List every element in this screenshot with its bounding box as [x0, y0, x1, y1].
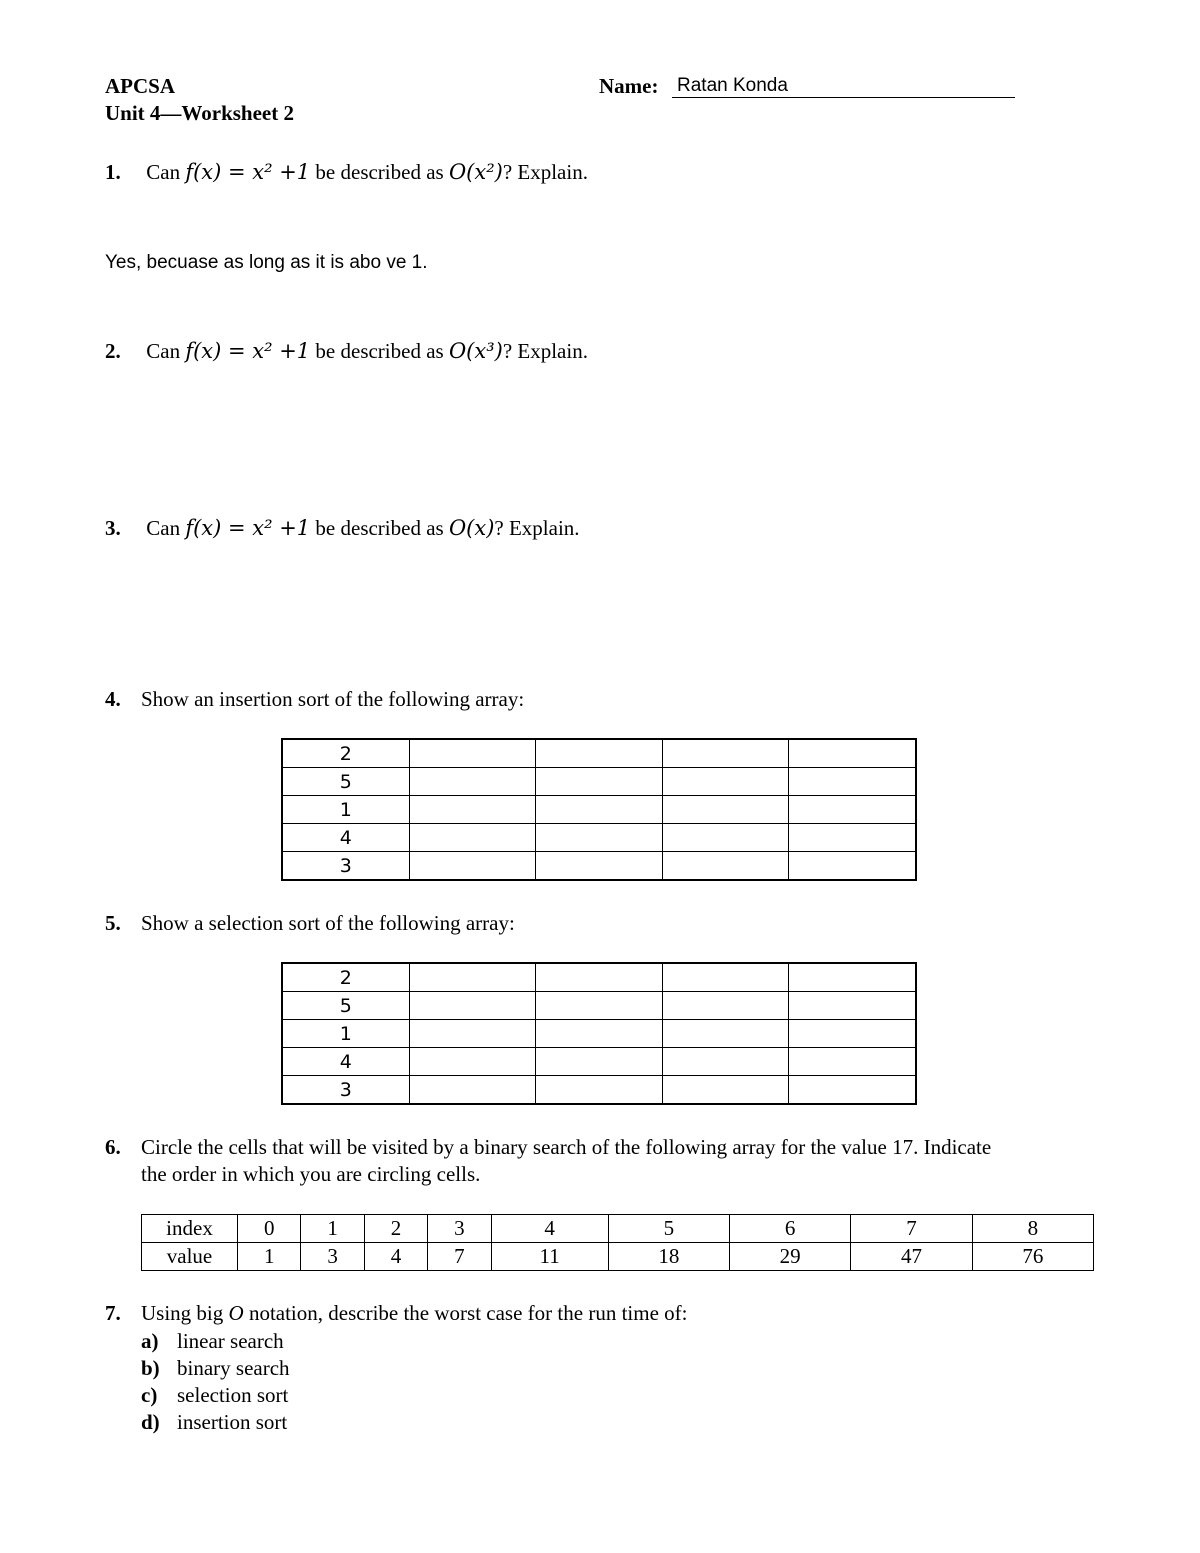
value-cell[interactable]: 18: [608, 1243, 729, 1271]
array-cell: 4: [282, 1048, 409, 1076]
table-row: [282, 1020, 916, 1048]
work-cell[interactable]: [789, 1076, 916, 1105]
subquestion-a: a) linear search: [141, 1329, 284, 1353]
work-cell[interactable]: [662, 1076, 789, 1105]
work-cell[interactable]: [789, 768, 916, 796]
array-cell: 5: [282, 768, 409, 796]
question-number: 2.: [105, 339, 121, 363]
big-o-expression: O(x): [448, 516, 495, 540]
work-cell[interactable]: [409, 1076, 536, 1105]
array-cell: 3: [282, 852, 409, 881]
value-cell[interactable]: 29: [730, 1243, 851, 1271]
value-cell[interactable]: 47: [851, 1243, 972, 1271]
name-underline: [672, 97, 1015, 98]
value-cell[interactable]: 1: [238, 1243, 301, 1271]
work-cell[interactable]: [536, 796, 663, 824]
function-expression: f(x) = x² +1: [185, 160, 311, 184]
work-cell[interactable]: [409, 852, 536, 881]
work-cell[interactable]: [662, 963, 789, 992]
question-6: 6. Circle the cells that will be visited by a binary search of the following array for the value 17. Indicate: [105, 1135, 992, 1159]
work-cell[interactable]: [536, 824, 663, 852]
question-number: 6.: [105, 1135, 121, 1159]
question-6-continued: the order in which you are circling cells.: [141, 1162, 481, 1186]
array-cell: 2: [282, 739, 409, 768]
work-cell[interactable]: [662, 1048, 789, 1076]
array-cell: 1: [282, 796, 409, 824]
index-row: [142, 1215, 1094, 1243]
work-cell[interactable]: [536, 739, 663, 768]
value-cell[interactable]: 11: [491, 1243, 608, 1271]
question-number: 3.: [105, 516, 121, 540]
index-cell[interactable]: 3: [428, 1215, 491, 1243]
work-cell[interactable]: [662, 852, 789, 881]
selection-sort-table: [281, 962, 917, 1105]
value-cell[interactable]: 7: [428, 1243, 491, 1271]
question-number: 7.: [105, 1301, 121, 1325]
function-expression: f(x) = x² +1: [185, 339, 311, 363]
work-cell[interactable]: [409, 1020, 536, 1048]
table-row: [282, 768, 916, 796]
work-cell[interactable]: [536, 1020, 663, 1048]
work-cell[interactable]: [662, 824, 789, 852]
question-number: 4.: [105, 687, 121, 711]
work-cell[interactable]: [789, 852, 916, 881]
index-cell[interactable]: 1: [301, 1215, 364, 1243]
work-cell[interactable]: [789, 796, 916, 824]
value-cell[interactable]: 4: [364, 1243, 427, 1271]
name-label: Name:: [599, 74, 659, 98]
table-row: [282, 1048, 916, 1076]
work-cell[interactable]: [536, 852, 663, 881]
table-row: [282, 796, 916, 824]
work-cell[interactable]: [409, 768, 536, 796]
insertion-sort-table: [281, 738, 917, 881]
big-o-expression: O(x²): [448, 160, 503, 184]
question-3: 3. Can f(x) = x² +1 be described as O(x)? Explain.: [105, 516, 580, 540]
array-cell: 2: [282, 963, 409, 992]
table-row: [282, 852, 916, 881]
index-cell[interactable]: 2: [364, 1215, 427, 1243]
binary-search-table: [141, 1214, 1094, 1271]
table-row: [282, 824, 916, 852]
subquestion-c: c) selection sort: [141, 1383, 289, 1407]
work-cell[interactable]: [789, 1048, 916, 1076]
work-cell[interactable]: [536, 1076, 663, 1105]
work-cell[interactable]: [789, 739, 916, 768]
answer-1[interactable]: Yes, becuase as long as it is abo ve 1.: [105, 252, 428, 273]
name-field[interactable]: Ratan Konda: [677, 75, 788, 96]
work-cell[interactable]: [409, 796, 536, 824]
table-row: [282, 1076, 916, 1105]
work-cell[interactable]: [409, 992, 536, 1020]
row-header: index: [142, 1215, 238, 1243]
question-1: 1. Can f(x) = x² +1 be described as O(x²)? Explain.: [105, 160, 588, 184]
array-cell: 4: [282, 824, 409, 852]
work-cell[interactable]: [536, 992, 663, 1020]
index-cell[interactable]: 4: [491, 1215, 608, 1243]
question-4: 4. Show an insertion sort of the following array:: [105, 687, 525, 711]
work-cell[interactable]: [409, 824, 536, 852]
big-o-expression: O(x³): [448, 339, 503, 363]
work-cell[interactable]: [536, 768, 663, 796]
question-2: 2. Can f(x) = x² +1 be described as O(x³)? Explain.: [105, 339, 588, 363]
course-title: APCSA: [105, 74, 176, 98]
question-7: 7. Using big O notation, describe the worst case for the run time of:: [105, 1301, 688, 1325]
work-cell[interactable]: [409, 963, 536, 992]
subquestion-b: b) binary search: [141, 1356, 290, 1380]
work-cell[interactable]: [662, 768, 789, 796]
question-number: 5.: [105, 911, 121, 935]
value-row: [142, 1243, 1094, 1271]
index-cell[interactable]: 5: [608, 1215, 729, 1243]
work-cell[interactable]: [789, 1020, 916, 1048]
work-cell[interactable]: [409, 1048, 536, 1076]
index-cell[interactable]: 0: [238, 1215, 301, 1243]
array-cell: 3: [282, 1076, 409, 1105]
work-cell[interactable]: [789, 824, 916, 852]
work-cell[interactable]: [536, 963, 663, 992]
row-header: value: [142, 1243, 238, 1271]
work-cell[interactable]: [789, 992, 916, 1020]
array-cell: 1: [282, 1020, 409, 1048]
work-cell[interactable]: [789, 963, 916, 992]
unit-title: Unit 4—Worksheet 2: [105, 101, 294, 125]
value-cell[interactable]: 76: [972, 1243, 1093, 1271]
index-cell[interactable]: 6: [730, 1215, 851, 1243]
table-row: [282, 739, 916, 768]
table-row: [282, 992, 916, 1020]
work-cell[interactable]: [536, 1048, 663, 1076]
work-cell[interactable]: [662, 1020, 789, 1048]
question-5: 5. Show a selection sort of the following array:: [105, 911, 515, 935]
work-cell[interactable]: [662, 796, 789, 824]
subquestion-d: d) insertion sort: [141, 1410, 288, 1434]
table-row: [282, 963, 916, 992]
array-cell: 5: [282, 992, 409, 1020]
value-cell[interactable]: 3: [301, 1243, 364, 1271]
question-number: 1.: [105, 160, 121, 184]
index-cell[interactable]: 7: [851, 1215, 972, 1243]
function-expression: f(x) = x² +1: [185, 516, 311, 540]
work-cell[interactable]: [662, 739, 789, 768]
work-cell[interactable]: [409, 739, 536, 768]
work-cell[interactable]: [662, 992, 789, 1020]
index-cell[interactable]: 8: [972, 1215, 1093, 1243]
